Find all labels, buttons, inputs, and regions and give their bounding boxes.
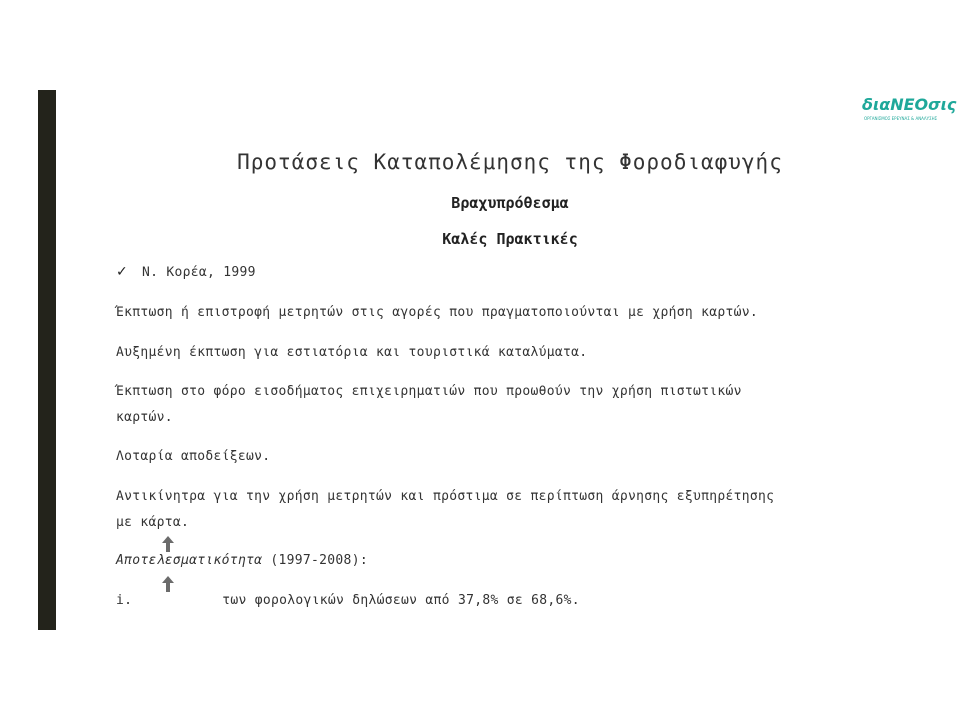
- arrow-up-icon: [162, 576, 174, 592]
- heading-line: [116, 264, 256, 280]
- logo-tagline: ΟΡΓΑΝΙΣΜΟΣ ΕΡΕΥΝΑΣ & ΑΝΑΛΥΣΗΣ: [864, 116, 938, 121]
- effectiveness-label: Αποτελεσματικότητα: [116, 553, 263, 568]
- logo-wordmark: διαΝΕΟσις: [862, 95, 957, 114]
- effectiveness-period: (1997-2008):: [270, 553, 368, 568]
- list-item: καρτών.: [116, 410, 173, 425]
- heading-text: Ν. Κορέα, 1999: [142, 265, 256, 280]
- effectiveness-line: [116, 553, 368, 568]
- result-line: [116, 593, 580, 608]
- result-text: των φορολογικών δηλώσεων από 37,8% σε 68,6%.: [222, 593, 580, 608]
- slide-title: Προτάσεις Καταπολέμησης της Φοροδιαφυγής: [237, 150, 783, 174]
- list-item: Αντικίνητρα για την χρήση μετρητών και πρόστιμα σε περίπτωση άρνησης εξυπηρέτησης: [116, 489, 775, 504]
- arrow-up-icon: [162, 536, 174, 552]
- list-item: Αυξημένη έκπτωση για εστιατόρια και τουριστικά καταλύματα.: [116, 345, 588, 360]
- checkmark-icon: ✓: [116, 264, 129, 280]
- list-item: Έκπτωση στο φόρο εισοδήματος επιχειρηματιών που προωθούν την χρήση πιστωτικών: [116, 384, 742, 399]
- list-item: με κάρτα.: [116, 515, 190, 530]
- list-item: Λοταρία αποδείξεων.: [116, 449, 271, 464]
- slide-subsubtitle: Καλές Πρακτικές: [442, 230, 578, 248]
- list-item: Έκπτωση ή επιστροφή μετρητών στις αγορές που πραγματοποιούνται με χρήση καρτών.: [116, 305, 759, 320]
- result-prefix: i.: [116, 593, 133, 608]
- dianeosis-logo: [862, 96, 958, 128]
- slide-subtitle: Βραχυπρόθεσμα: [451, 194, 569, 212]
